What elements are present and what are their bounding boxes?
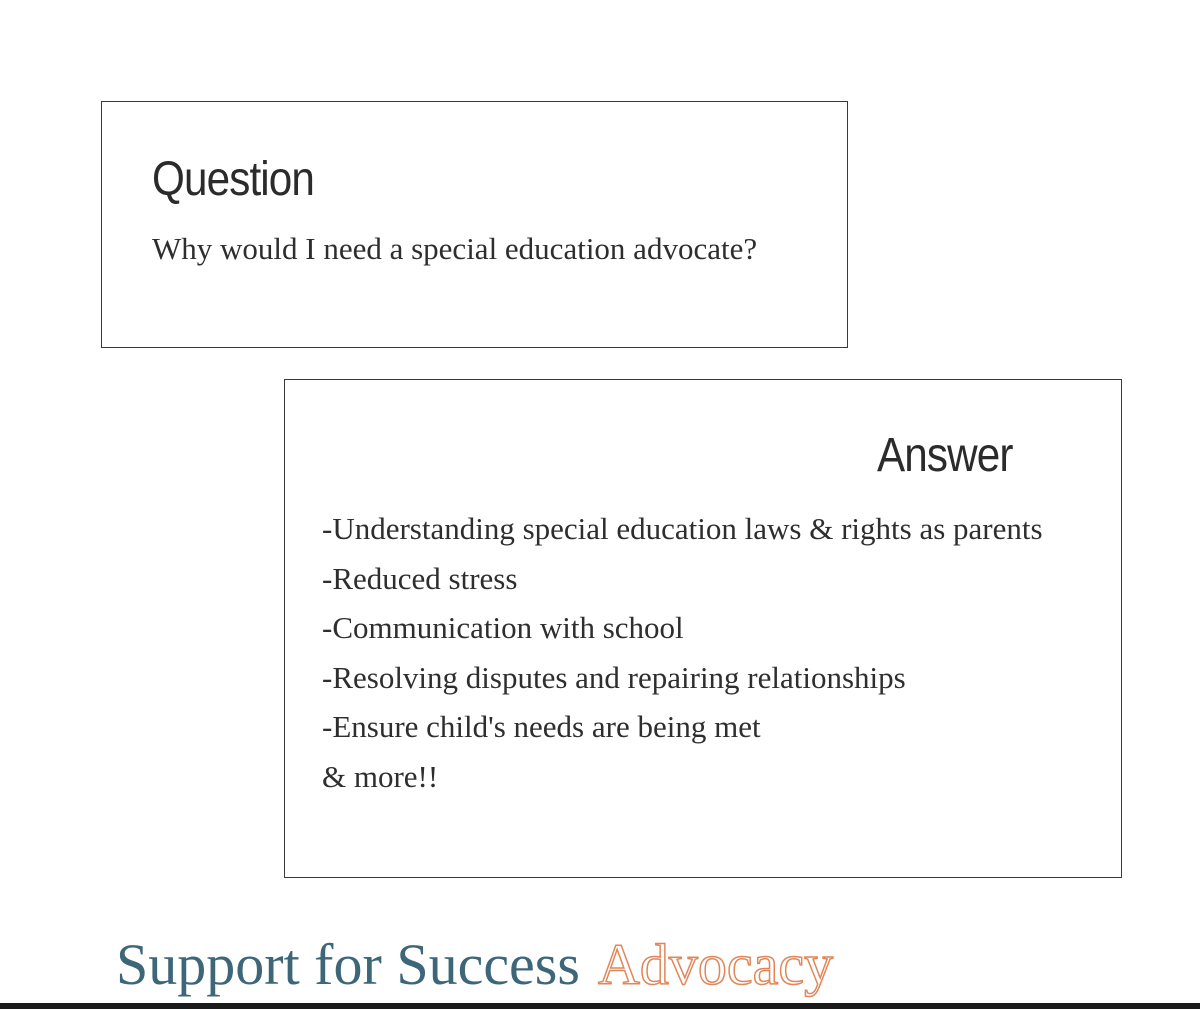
answer-heading: Answer [877, 429, 1013, 482]
brand-logo [116, 930, 833, 1000]
answer-item-laws-rights: -Understanding special education laws & rights as parents [322, 511, 1043, 546]
answer-item-and-more: & more!! [322, 758, 439, 794]
answer-list [322, 504, 1112, 801]
question-card [101, 101, 848, 348]
answer-item-reduced-stress: -Reduced stress [322, 560, 518, 596]
answer-item-communication: -Communication with school [322, 610, 684, 645]
bottom-divider [0, 1003, 1200, 1009]
brand-name-primary: Support for Success [116, 932, 580, 997]
brand-name-accent: Advocacy [597, 932, 834, 997]
question-text: Why would I need a special education advocate? [152, 231, 758, 266]
answer-card [284, 379, 1122, 878]
answer-item-childs-needs: -Ensure child's needs are being met [322, 709, 761, 744]
question-heading: Question [152, 153, 315, 206]
answer-item-resolving-disputes: -Resolving disputes and repairing relationships [322, 659, 906, 695]
